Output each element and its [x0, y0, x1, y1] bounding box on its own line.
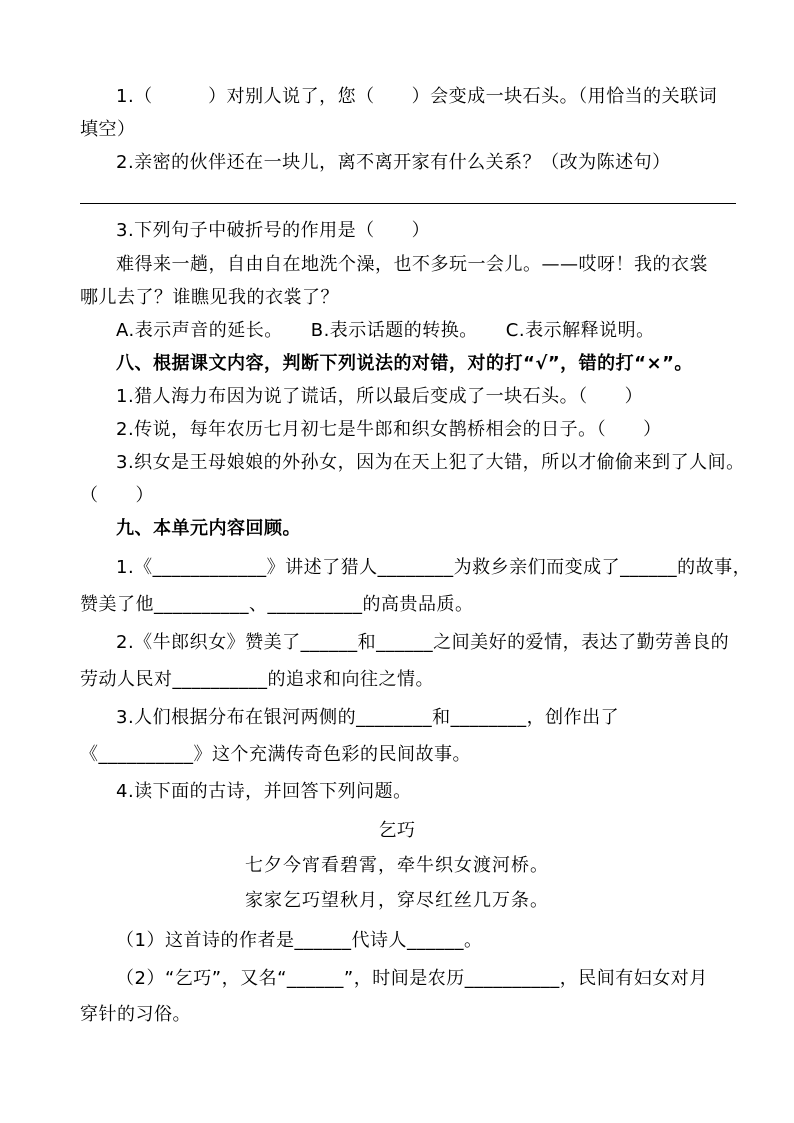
q8-item3-line1: 3.织女是王母娘娘的外孙女，因为在天上犯了大错，所以才偷偷来到了人间。 — [116, 452, 745, 473]
q9-sub2-line2: 穿针的习俗。 — [80, 1004, 191, 1025]
q7-item1-line1: 1.（ ）对别人说了，您（ ）会变成一块石头。（用恰当的关联词 — [116, 86, 718, 107]
q8-item1: 1.猎人海力布因为说了谎话，所以最后变成了一块石头。（ ） — [116, 386, 644, 407]
q9-item4: 4.读下面的古诗，并回答下列问题。 — [116, 781, 412, 802]
q9-heading: 九、本单元内容回顾。 — [116, 518, 301, 539]
q9-item3-line2: 《__________》这个充满传奇色彩的民间故事。 — [80, 744, 471, 765]
q9-item3-line1: 3.人们根据分布在银河两侧的________和________，创作出了 — [116, 707, 620, 728]
q7-item3: 3.下列句子中破折号的作用是（ ） — [116, 220, 431, 241]
q9-sub1: （1）这首诗的作者是______代诗人______。 — [116, 930, 483, 951]
poem-line-2: 家家乞巧望秋月，穿尽红丝几万条。 — [245, 890, 549, 911]
poem-title: 乞巧 — [378, 820, 416, 841]
q9-item1-line1: 1.《____________》讲述了猎人________为救乡亲们而变成了______的故事， — [116, 557, 752, 578]
q9-sub2-line1: （2）“乞巧”，又名“______”，时间是农历__________，民间有妇女对月 — [116, 968, 708, 989]
q7-item3-options: A.表示声音的延长。 B.表示话题的转换。 C.表示解释说明。 — [116, 320, 655, 341]
q9-item2-line2: 劳动人民对__________的追求和向往之情。 — [80, 669, 434, 690]
poem-line-1: 七夕今宵看碧霄，牵牛织女渡河桥。 — [245, 855, 549, 876]
answer-line — [80, 203, 736, 204]
q8-item3-line2: （ ） — [80, 485, 154, 506]
q9-item2-line1: 2.《牛郎织女》赞美了______和______之间美好的爱情，表达了勤劳善良的 — [116, 632, 730, 653]
q8-item2: 2.传说，每年农历七月初七是牛郎和织女鹊桥相会的日子。（ ） — [116, 419, 662, 440]
q7-item3-quote-line1: 难得来一趟，自由自在地洗个澡，也不多玩一会儿。——哎呀！我的衣裳 — [116, 254, 708, 275]
q8-heading: 八、根据课文内容，判断下列说法的对错，对的打“√”，错的打“×”。 — [116, 353, 693, 374]
q7-item1-line2: 填空） — [80, 119, 136, 140]
q9-item1-line2: 赞美了他__________、__________的高贵品质。 — [80, 594, 474, 615]
q7-item3-quote-line2: 哪儿去了？谁瞧见我的衣裳了？ — [80, 287, 339, 308]
q7-item2: 2.亲密的伙伴还在一块儿，离不离开家有什么关系？（改为陈述句） — [116, 152, 671, 173]
